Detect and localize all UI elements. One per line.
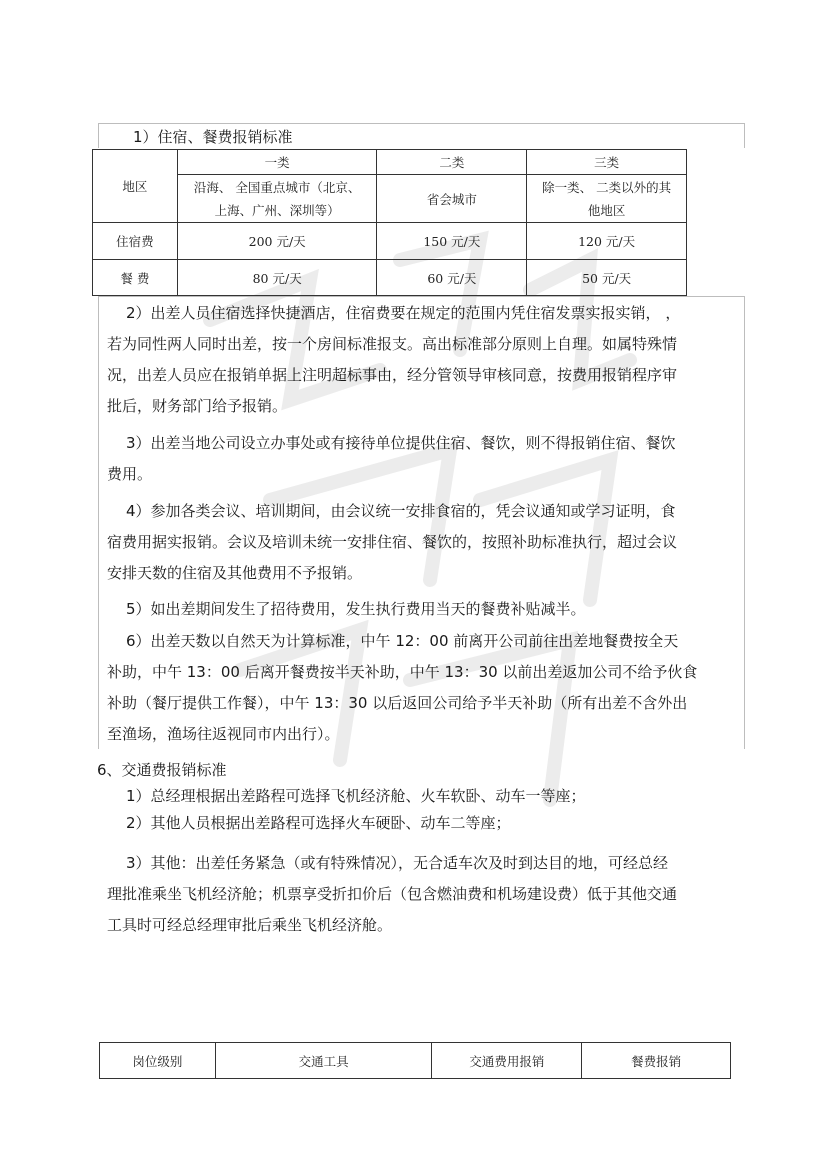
header-transport-reimbursement: 交通费用报销: [432, 1043, 582, 1079]
para-6-line1: 6）出差天数以自然天为计算标准，中午 12：00 前离开公司前往出差地餐费按全天: [126, 632, 679, 650]
para-3-line2: 费用。: [107, 465, 153, 483]
section6-item2: 2）其他人员根据出差路程可选择火车硬卧、动车二等座；: [126, 814, 511, 832]
class1-header: 一类: [177, 150, 377, 175]
para-5-line1: 5）如出差期间发生了招待费用，发生执行费用当天的餐费补贴减半。: [126, 600, 586, 618]
para-4-line3: 安排天数的住宿及其他费用不予报销。: [107, 564, 363, 582]
row-label: 餐 费: [93, 260, 178, 296]
class3-header: 三类: [527, 150, 687, 175]
table-cell: 60 元/天: [377, 260, 527, 296]
table-cell: 50 元/天: [527, 260, 687, 296]
transport-standard-table: [99, 1042, 731, 1079]
table-cell: 80 元/天: [177, 260, 377, 296]
para-6-line3: 补助（餐厅提供工作餐），中午 13：30 以后返回公司给予半天补助（所有出差不含外出: [107, 694, 688, 712]
header-meal-reimbursement: 餐费报销: [582, 1043, 731, 1079]
class2-header: 二类: [377, 150, 527, 175]
para-2-line3: 况，出差人员应在报销单据上注明超标事由，经分管领导审核同意，按费用报销程序审: [107, 366, 678, 384]
table-cell: 150 元/天: [377, 223, 527, 260]
para-6-line2: 补助，中午 13：00 后离开餐费按半天补助，中午 13：30 以前出差返加公司不给予伙食: [107, 663, 698, 681]
lodging-meal-standard-table: [92, 149, 687, 296]
region-header-cell: 地区: [93, 150, 178, 223]
section6-item3-line1: 3）其他：出差任务紧急（或有特殊情况），无合适车次及时到达目的地，可经总经: [126, 854, 669, 872]
section6-item1: 1）总经理根据出差路程可选择飞机经济舱、火车软卧、动车一等座；: [126, 787, 586, 805]
section1-heading: 1）住宿、餐费报销标准: [133, 128, 293, 146]
header-transport-tool: 交通工具: [215, 1043, 432, 1079]
para-4-line2: 宿费用据实报销。会议及培训未统一安排住宿、餐饮的，按照补助标准执行，超过会议: [107, 533, 678, 551]
section1-heading-box: [98, 123, 745, 148]
para-4-line1: 4）参加各类会议、培训期间，由会议统一安排食宿的，凭会议通知或学习证明，食: [126, 502, 676, 520]
table-cell: 120 元/天: [527, 223, 687, 260]
section6-heading: 6、交通费报销标准: [97, 761, 227, 779]
header-position-level: 岗位级别: [100, 1043, 216, 1079]
table-cell: 200 元/天: [177, 223, 377, 260]
class1-desc: 沿海、 全国重点城市（北京、 上海、广州、深圳等）: [177, 175, 377, 223]
class3-desc: 除一类、 二类以外的其 他地区: [527, 175, 687, 223]
section6-item3-line2: 理批准乘坐飞机经济舱；机票享受折扣价后（包含燃油费和机场建设费）低于其他交通: [107, 885, 678, 903]
table-header-row: [100, 1043, 731, 1079]
class2-desc: 省会城市: [377, 175, 527, 223]
section6-item3-line3: 工具时可经总经理审批后乘坐飞机经济舱。: [107, 916, 393, 934]
table-row: [93, 260, 687, 296]
para-3-line1: 3）出差当地公司设立办事处或有接待单位提供住宿、餐饮，则不得报销住宿、餐饮: [126, 434, 676, 452]
table-row: [93, 223, 687, 260]
row-label: 住宿费: [93, 223, 178, 260]
para-2-line4: 批后，财务部门给予报销。: [107, 397, 288, 415]
para-6-line4: 至渔场，渔场往返视同市内出行）。: [107, 725, 340, 743]
para-2-line2: 若为同性两人同时出差，按一个房间标准报支。高出标准部分原则上自理。如属特殊情: [107, 335, 678, 353]
para-2-line1: 2）出差人员住宿选择快捷酒店，住宿费要在规定的范围内凭住宿发票实报实销， ，: [126, 304, 681, 322]
